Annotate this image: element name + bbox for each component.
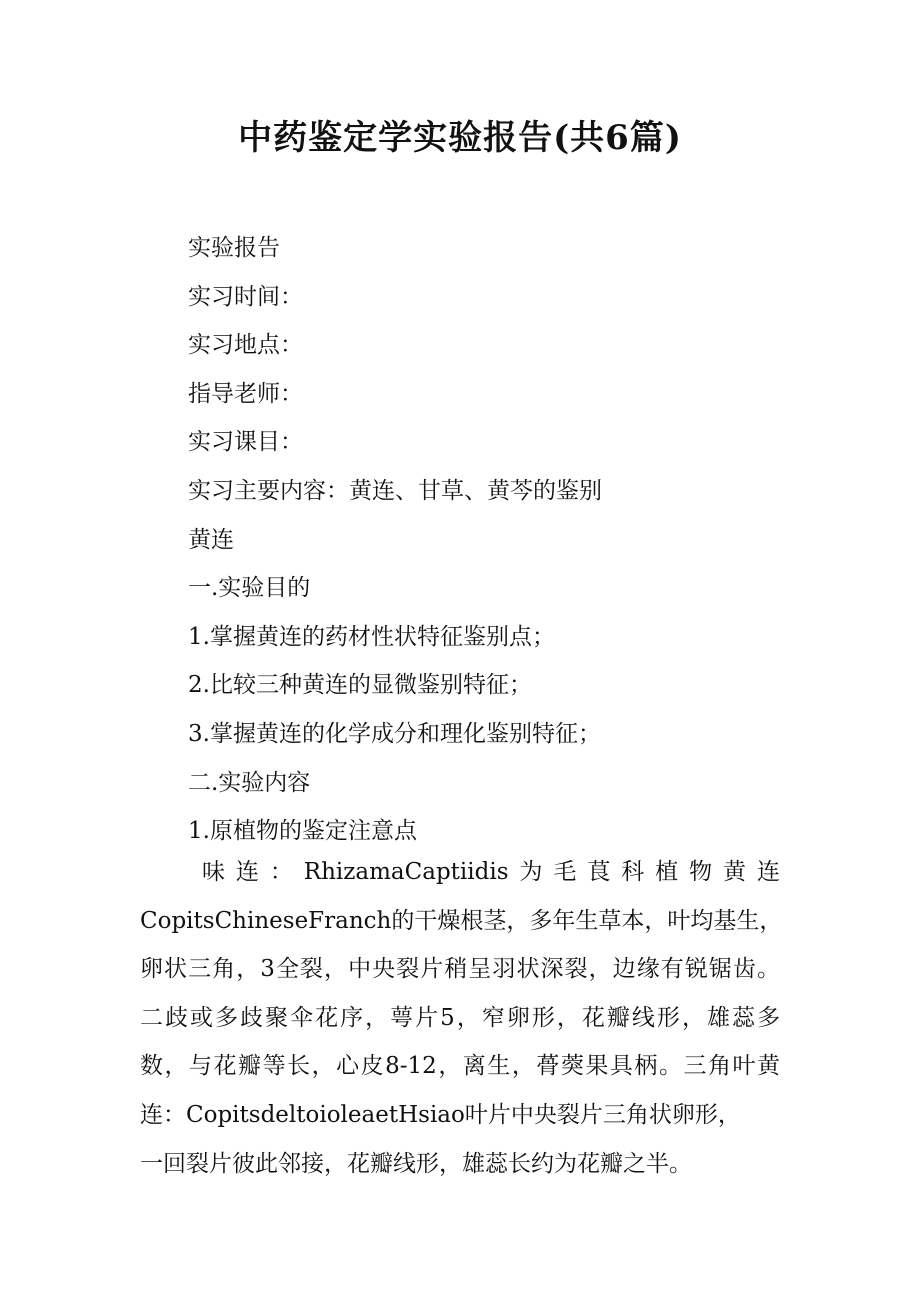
list-item: 1.掌握黄连的药材性状特征鉴别点； [188, 623, 555, 650]
list-item: 3.掌握黄连的化学成分和理化鉴别特征； [188, 720, 601, 747]
text-line: 指导老师： [188, 380, 303, 407]
paragraph-line: 卵状三角，3全裂，中央裂片稍呈羽状深裂，边缘有锐锯齿。 [140, 956, 780, 983]
document-title: 中药鉴定学实验报告(共6篇) [238, 118, 682, 158]
text-line: 实习课目： [188, 429, 303, 456]
paragraph-line: 二歧或多歧聚伞花序，萼片5，窄卵形，花瓣线形，雄蕊多 [140, 1004, 780, 1031]
list-item: 2.比较三种黄连的显微鉴别特征； [188, 672, 532, 699]
list-item: 1.原植物的鉴定注意点 [188, 818, 417, 845]
section-heading: 二.实验内容 [188, 769, 311, 796]
text-line: 实习时间： [188, 283, 303, 310]
paragraph-line: 一回裂片彼此邻接，花瓣线形，雄蕊长约为花瓣之半。 [140, 1150, 692, 1177]
text-line: 实验报告 [188, 235, 280, 261]
paragraph-line: 味连：RhizamaCaptiidis为毛茛科植物黄连 [202, 859, 780, 885]
body-paragraph [140, 848, 783, 1188]
section-heading: 一.实验目的 [188, 575, 311, 602]
text-line: 黄连 [188, 526, 234, 553]
paragraph-line: CopitsChineseFranch的干燥根茎，多年生草本，叶均基生， [140, 907, 783, 934]
document-lines [188, 224, 828, 856]
paragraph-line: 连：CopitsdeltoioleaetHsiao叶片中央裂片三角状卵形， [140, 1101, 741, 1128]
text-line: 实习主要内容：黄连、甘草、黄芩的鉴别 [188, 477, 602, 504]
paragraph-line: 数，与花瓣等长，心皮8-12，离生，蓇葖果具柄。三角叶黄 [140, 1053, 780, 1080]
text-line: 实习地点： [188, 332, 303, 359]
